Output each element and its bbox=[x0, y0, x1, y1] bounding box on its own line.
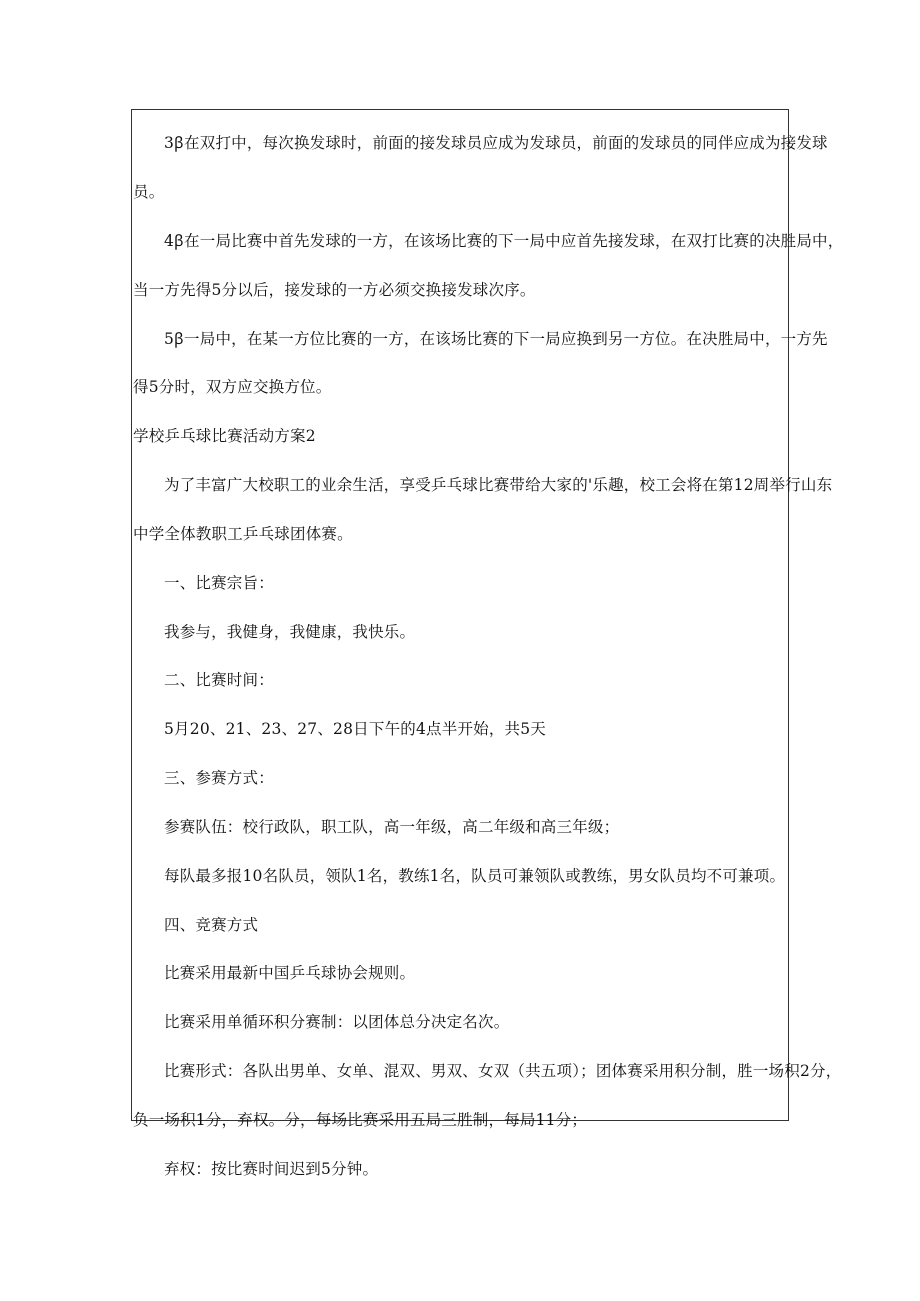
format-system-text: 比赛采用单循环积分赛制：以团体总分决定名次。 bbox=[164, 1013, 510, 1031]
heading-time: 二、比赛时间： bbox=[164, 671, 274, 689]
rule-4-line-1: 4ꞵ在一局比赛中首先发球的一方，在该场比赛的下一局中应首先接发球，在双打比赛的决胜局中， bbox=[164, 232, 844, 250]
heading-format: 四、竞赛方式 bbox=[164, 916, 259, 934]
time-text: 5月20、21、23、27、28日下午的4点半开始，共5天 bbox=[164, 720, 547, 738]
intro-line-2: 中学全体教职工乒乓球团体赛。 bbox=[133, 525, 353, 543]
rule-5-line-2: 得5分时，双方应交换方位。 bbox=[133, 378, 332, 396]
forfeit-text: 弃权：按比赛时间迟到5分钟。 bbox=[164, 1160, 379, 1178]
format-rules-text: 比赛采用最新中国乒乓球协会规则。 bbox=[164, 964, 416, 982]
rule-4-line-2: 当一方先得5分以后，接发球的一方必须交换接发球次序。 bbox=[133, 281, 536, 299]
heading-participation: 三、参赛方式： bbox=[164, 769, 274, 787]
format-detail-line-1: 比赛形式：各队出男单、女单、混双、男双、女双（共五项）；团体赛采用积分制，胜一场积2分， bbox=[164, 1062, 842, 1080]
intro-line-1: 为了丰富广大校职工的业余生活，享受乒乓球比赛带给大家的'乐趣，校工会将在第12周举行山东 bbox=[164, 476, 833, 494]
section-title: 学校乒乓球比赛活动方案2 bbox=[133, 427, 316, 445]
teams-text: 参赛队伍：校行政队，职工队，高一年级，高二年级和高三年级； bbox=[164, 818, 620, 836]
rule-3-line-2: 员。 bbox=[133, 183, 165, 201]
heading-purpose: 一、比赛宗旨： bbox=[164, 574, 274, 592]
format-detail-line-2: 负一场积1分，弃权。分，每场比赛采用五局三胜制，每局11分； bbox=[133, 1111, 588, 1129]
purpose-text: 我参与，我健身，我健康，我快乐。 bbox=[164, 623, 416, 641]
roster-text: 每队最多报10名队员，领队1名，教练1名，队员可兼领队或教练，男女队员均不可兼项。 bbox=[164, 867, 786, 885]
rule-3-line-1: 3ꞵ在双打中，每次换发球时，前面的接发球员应成为发球员，前面的发球员的同伴应成为接发球 bbox=[164, 134, 828, 152]
rule-5-line-1: 5ꞵ一局中，在某一方位比赛的一方，在该场比赛的下一局应换到另一方位。在决胜局中，一方先 bbox=[164, 330, 828, 348]
